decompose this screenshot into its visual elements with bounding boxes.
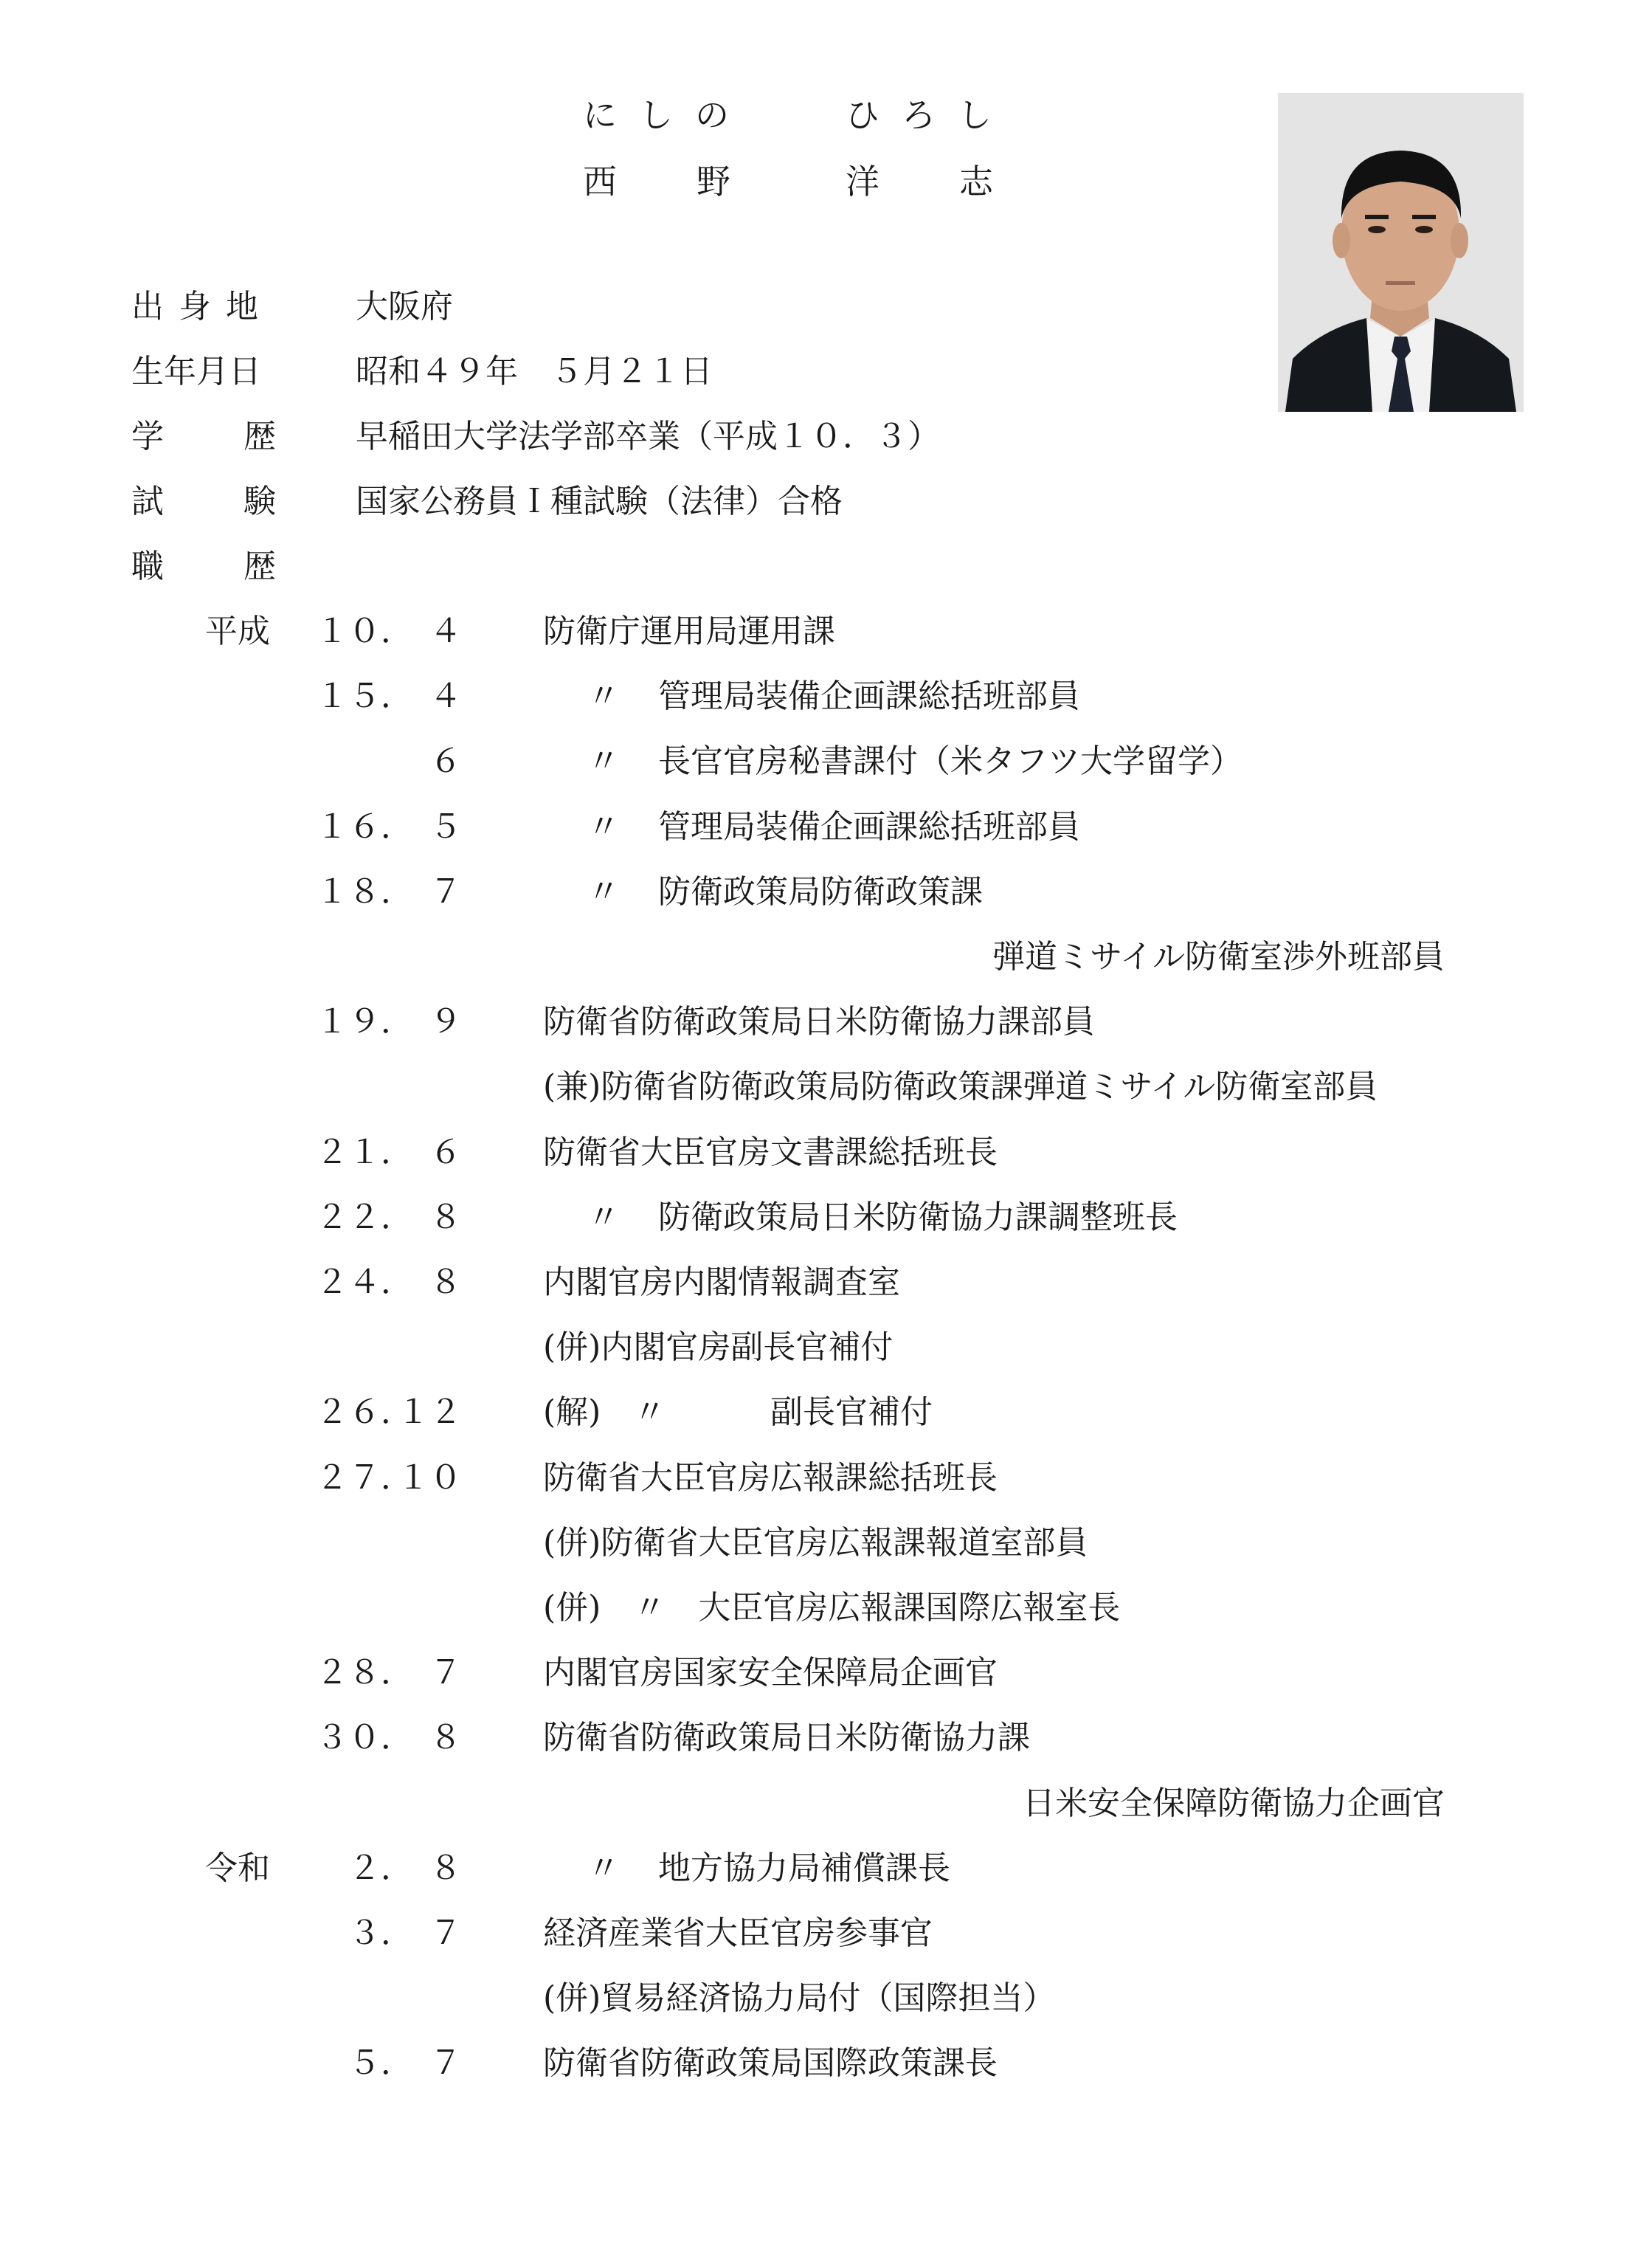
name-char: 志 [959,162,993,201]
career-text: 管理局装備企画課総括班部員 [658,808,1080,846]
career-month: ８ [429,1719,462,1756]
career-text: 長官官房秘書課付（米タフツ大学留学） [658,742,1243,780]
career-text: 内閣官房内閣情報調査室 [543,1263,900,1301]
career-ditto: 〃 [587,1199,620,1236]
career-year: ５． [348,2044,413,2082]
label-birthplace: 出身地 [131,288,273,325]
career-year: １９． [316,1003,413,1041]
career-era: 令和 [205,1849,270,1887]
career-month: ６ [429,1134,462,1171]
career-month: １２ [397,1393,462,1431]
career-year: ３０． [316,1719,413,1756]
career-era: 平成 [205,613,270,650]
career-text: 防衛政策局防衛政策課 [658,873,983,911]
career-year: ２． [348,1849,413,1887]
career-text: 防衛省大臣官房広報課総括班長 [543,1459,998,1497]
career-text: 内閣官房国家安全保障局企画官 [543,1654,998,1692]
career-text: 防衛庁運用局運用課 [543,613,835,650]
name-char: 西 [583,162,617,201]
career-year: ２２． [316,1199,413,1236]
label-birthdate: 生年月日 [131,353,261,390]
career-month: ８ [429,1263,462,1301]
label-career: 職歴 [131,548,356,585]
portrait-photo [1278,93,1524,412]
value-birthdate: 昭和４９年 ５月２１日 [356,353,713,390]
career-year: ２４． [316,1263,413,1301]
career-text: 防衛省大臣官房文書課総括班長 [543,1134,998,1171]
career-continuation: (併)貿易経済協力局付（国際担当） [543,1979,1056,2017]
career-text: 副長官補付 [770,1393,933,1431]
career-ditto: 〃 [587,742,620,780]
career-year: ２８． [316,1654,413,1692]
career-ditto: 〃 [587,1849,620,1887]
career-continuation: (兼)防衛省防衛政策局防衛政策課弾道ミサイル防衛室部員 [543,1068,1378,1106]
career-text: 防衛省防衛政策局日米防衛協力課部員 [543,1003,1095,1041]
career-month: ７ [429,1914,462,1952]
career-text: 防衛省防衛政策局日米防衛協力課 [543,1719,1030,1756]
career-year: ３． [348,1914,413,1952]
value-birthplace: 大阪府 [356,288,453,325]
career-continuation: 日米安全保障防衛協力企画官 [1023,1785,1445,1822]
label-exam: 試験 [131,483,356,520]
career-prefix: (解) 〃 [543,1393,666,1431]
career-month: ７ [429,1654,462,1692]
name-reading-given: ひろし [846,95,1014,135]
career-continuation: 弾道ミサイル防衛室渉外班部員 [992,938,1445,976]
career-year: １８． [316,873,413,911]
career-continuation: (併)防衛省大臣官房広報課報道室部員 [543,1524,1088,1562]
career-month: ８ [429,1199,462,1236]
career-year: １５． [316,677,413,715]
career-year: １０． [316,613,413,650]
career-month: ５ [429,808,462,846]
name-reading-family: にしの [583,95,751,135]
career-text: 地方協力局補償課長 [658,1849,950,1887]
career-continuation: (併)内閣官房副長官補付 [543,1328,894,1366]
career-month: ４ [429,613,462,650]
career-ditto: 〃 [587,677,620,715]
career-month: ６ [429,742,462,780]
career-year: ２６． [316,1393,413,1431]
career-month: ８ [429,1849,462,1887]
name-char: 洋 [846,162,879,201]
career-year: ２１． [316,1134,413,1171]
career-text: 管理局装備企画課総括班部員 [658,677,1080,715]
name-char: 野 [697,162,730,201]
career-month: ９ [429,1003,462,1041]
value-exam: 国家公務員Ｉ種試験（法律）合格 [356,483,843,520]
career-ditto: 〃 [587,808,620,846]
value-education: 早稲田大学法学部卒業（平成１０．３） [356,418,940,455]
career-text: 防衛省防衛政策局国際政策課長 [543,2044,998,2082]
career-text: 防衛政策局日米防衛協力課調整班長 [658,1199,1178,1236]
career-year: ２７． [316,1459,413,1497]
label-education: 学歴 [131,418,356,455]
career-month: ７ [429,2044,462,2082]
career-month: ４ [429,677,462,715]
career-month: ７ [429,873,462,911]
career-year: １６． [316,808,413,846]
career-ditto: 〃 [587,873,620,911]
career-month: １０ [397,1459,462,1497]
career-text: 経済産業省大臣官房参事官 [543,1914,933,1952]
career-continuation: (併) 〃 大臣官房広報課国際広報室長 [543,1589,1121,1627]
